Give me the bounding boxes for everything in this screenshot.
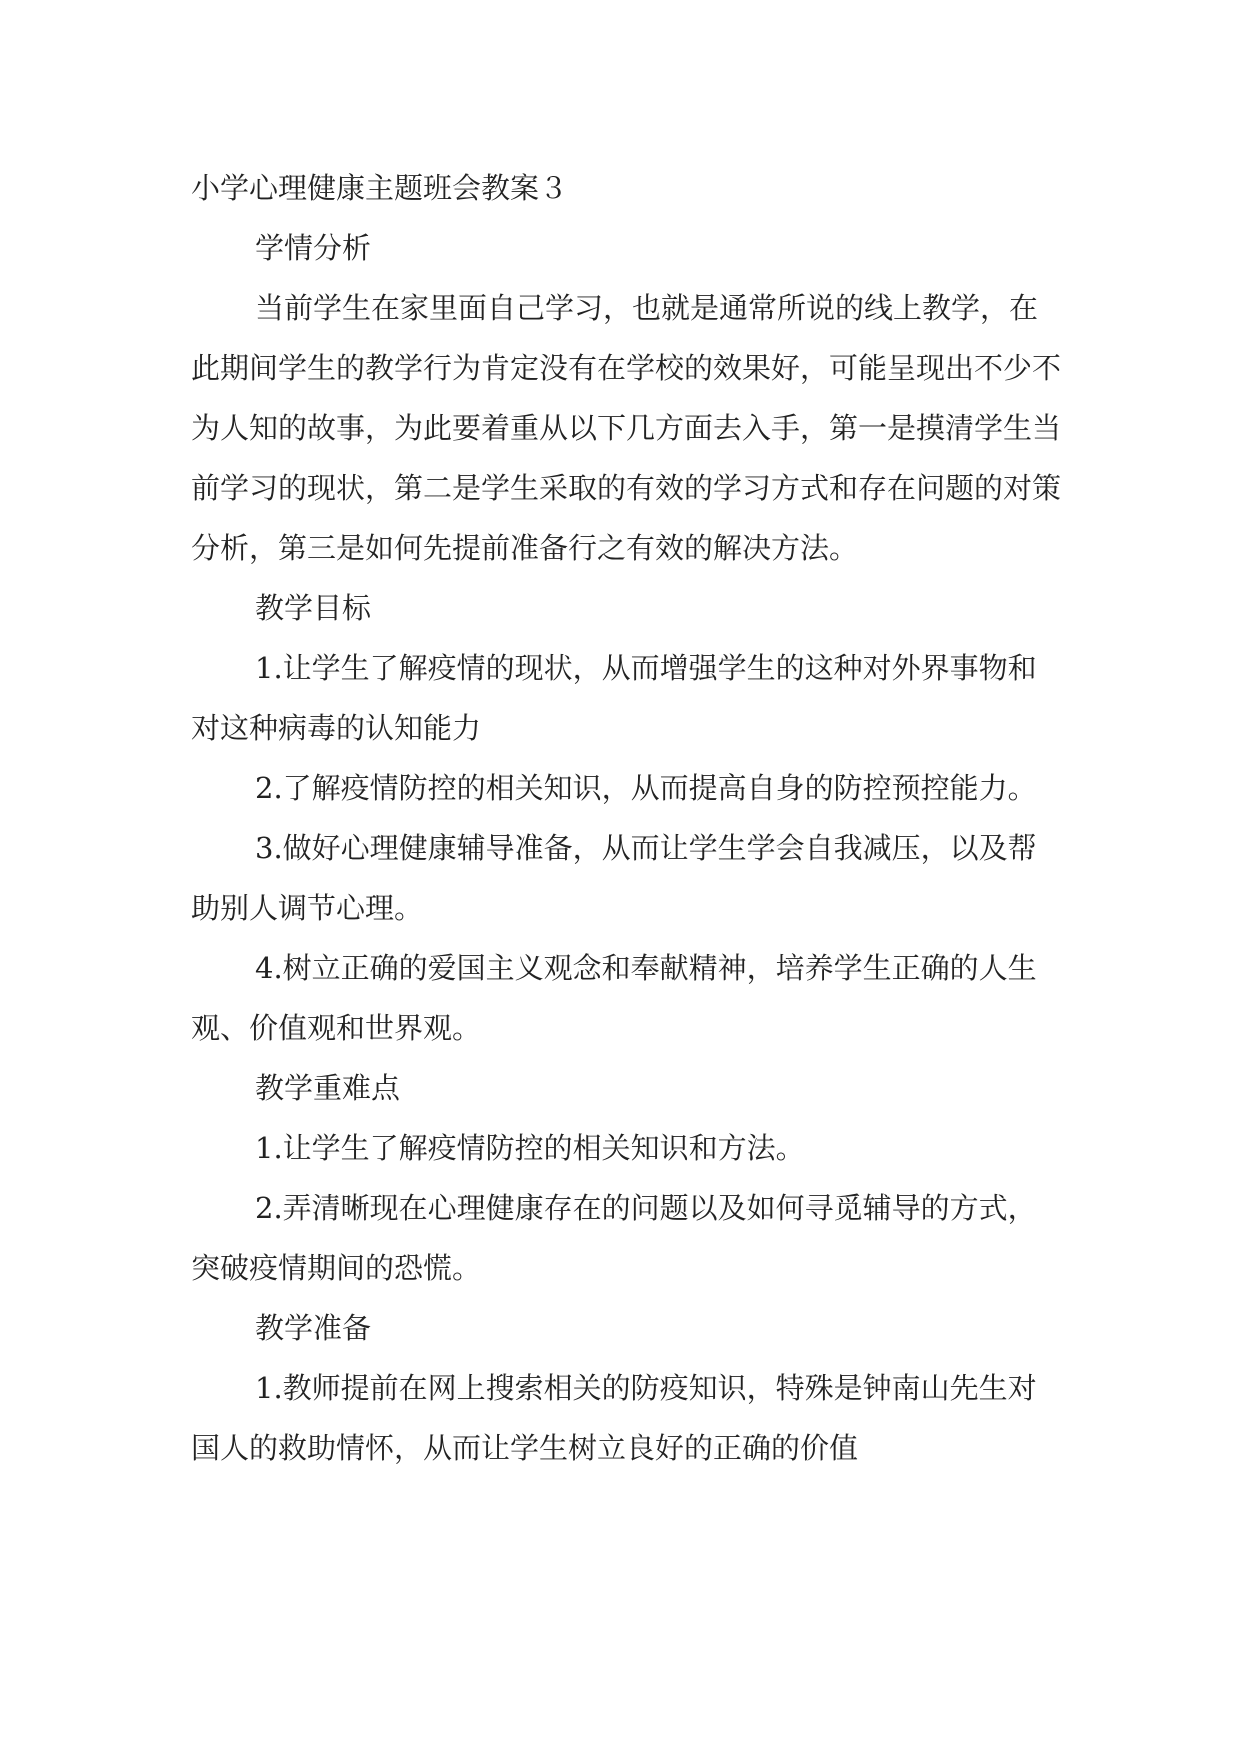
key-point-item-2: 2.弄清晰现在心理健康存在的问题以及如何寻觅辅导的方式，突破疫情期间的恐慌。 — [191, 1191, 1037, 1285]
document-body — [191, 218, 1061, 1478]
key-point-item-1: 1.让学生了解疫情防控的相关知识和方法。 — [255, 1131, 805, 1165]
objective-item-1: 1.让学生了解疫情的现状，从而增强学生的这种对外界事物和对这种病毒的认知能力 — [191, 651, 1037, 745]
section-heading-preparation: 教学准备 — [255, 1311, 372, 1345]
section-heading-objectives: 教学目标 — [255, 591, 372, 625]
section-heading-analysis: 学情分析 — [255, 231, 372, 265]
document-title: 小学心理健康主题班会教案３ — [191, 171, 569, 205]
objective-item-4: 4.树立正确的爱国主义观念和奉献精神，培养学生正确的人生观、价值观和世界观。 — [191, 951, 1037, 1045]
preparation-item-1: 1.教师提前在网上搜索相关的防疫知识，特殊是钟南山先生对国人的救助情怀，从而让学生树立良好的正确的价值 — [191, 1371, 1037, 1465]
paragraph-analysis: 当前学生在家里面自己学习，也就是通常所说的线上教学，在此期间学生的教学行为肯定没有在学校的效果好，可能呈现出不少不为人知的故事，为此要着重从以下几方面去入手，第一是摸清学生当前学习的现状，第二是学生采取的有效的学习方式和存在问题的对策分析，第三是如何先提前准备行之有效的解决方法。 — [191, 291, 1062, 565]
section-heading-key-points: 教学重难点 — [255, 1071, 401, 1105]
objective-item-3: 3.做好心理健康辅导准备，从而让学生学会自我减压，以及帮助别人调节心理。 — [191, 831, 1037, 925]
objective-item-2: 2.了解疫情防控的相关知识，从而提高自身的防控预控能力。 — [255, 771, 1037, 805]
